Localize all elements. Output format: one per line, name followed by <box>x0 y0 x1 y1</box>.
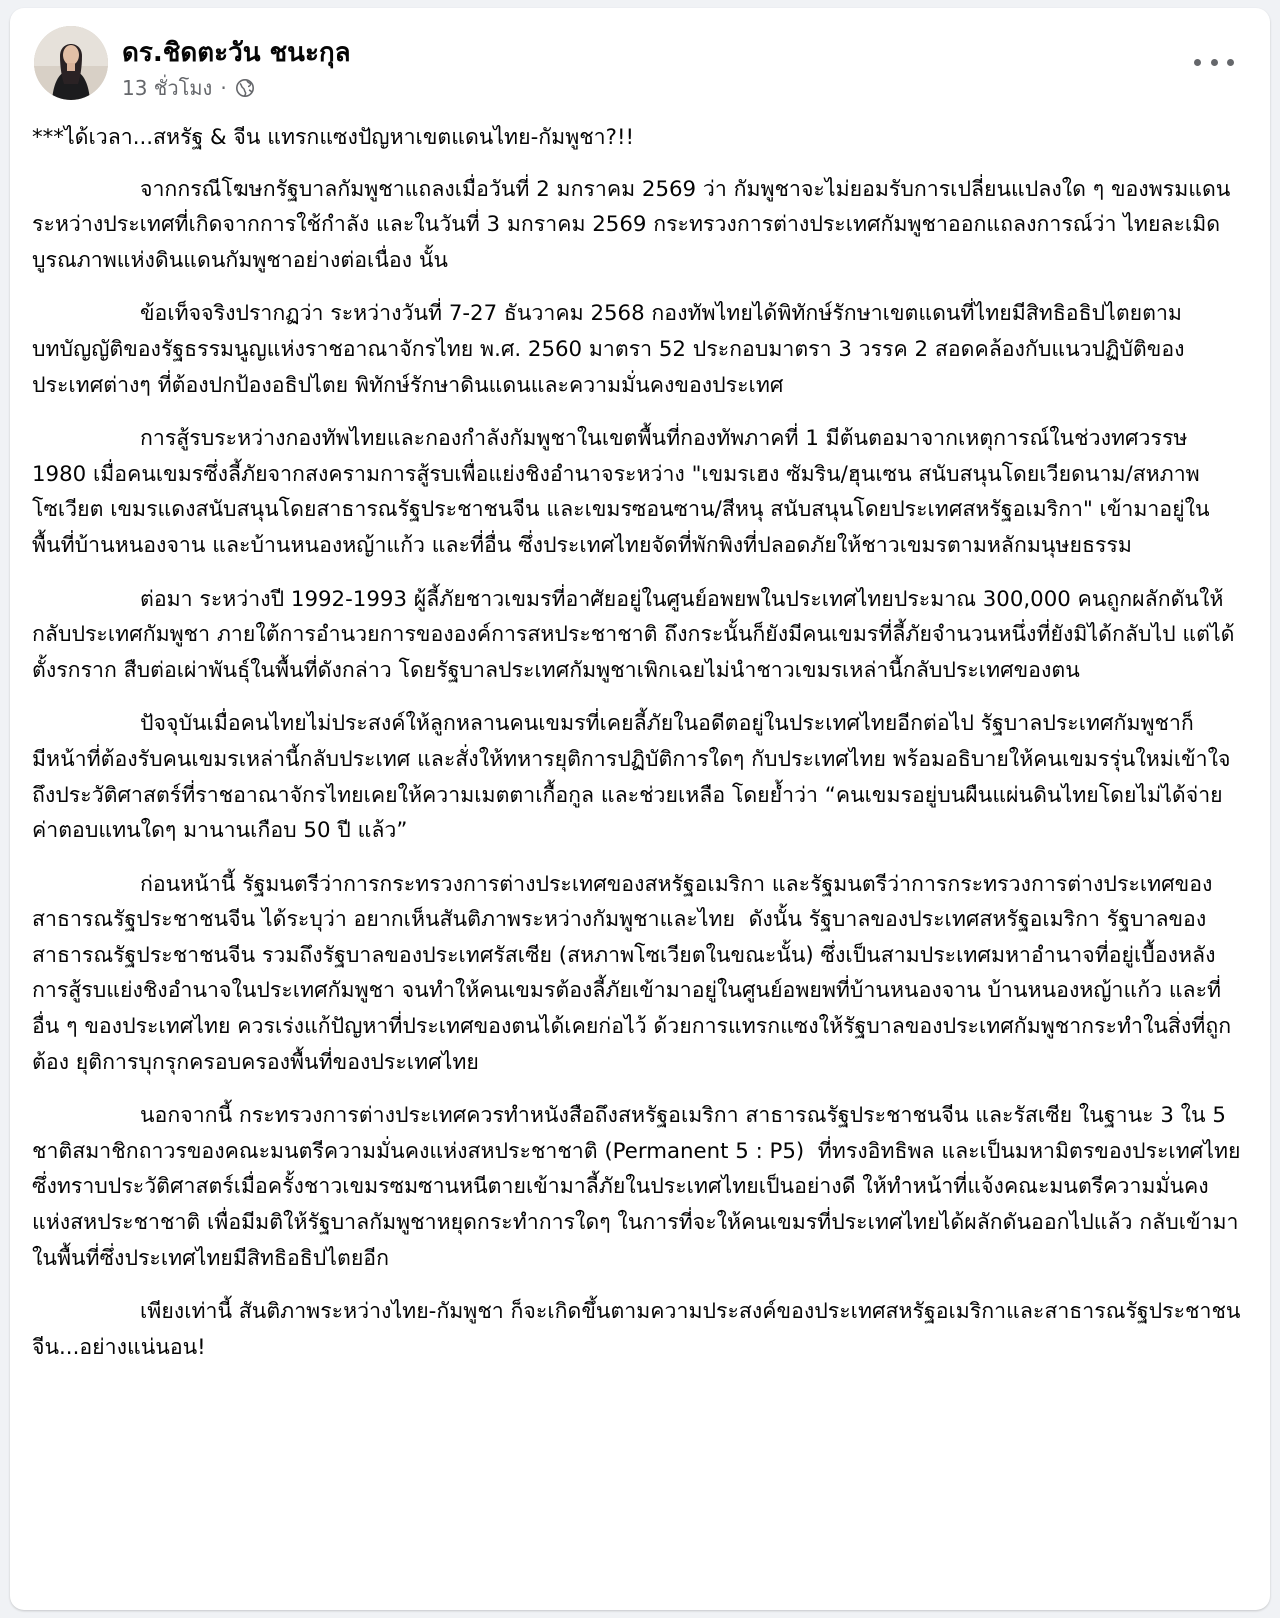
post-paragraph: ต่อมา ระหว่างปี 1992-1993 ผู้ลี้ภัยชาวเขมรที่อาศัยอยู่ในศูนย์อพยพในประเทศไทยประมาณ 300,000 คนถูกผลักดันให้กลับประเทศกัมพูชา ภายใต้การอำนวยการขององค์การสหประชาชาติ ถึงกระนั้นก็ยังมีคนเขมรที่ลี้ภัยจำนวนหนึ่งที่ยังมิได้กลับไป แต่ได้ตั้งรกราก สืบต่อเผ่าพันธุ์ในพื้นที่ดังกล่าว โดยรัฐบาลประเทศกัมพูชาเพิกเฉยไม่นำชาวเขมรเหล่านี้กลับประเทศของตน <box>32 586 1235 683</box>
post-paragraph: ก่อนหน้านี้ รัฐมนตรีว่าการกระทรวงการต่างประเทศของสหรัฐอเมริกา และรัฐมนตรีว่าการกระทรวงการต่างประเทศของสาธารณรัฐประชาชนจีน ได้ระบุว่า อยากเห็นสันติภาพระหว่างกัมพูชาและไทย ดังนั้น รัฐบาลของประเทศสหรัฐอเมริกา รัฐบาลของสาธารณรัฐประชาชนจีน รวมถึงรัฐบาลของประเทศรัสเซีย (สหภาพโซเวียตในขณะนั้น) ซึ่งเป็นสามประเทศมหาอำนาจที่อยู่เบื้องหลังการสู้รบแย่งชิงอำนาจในประเทศกัมพูชา จนทำให้คนเขมรต้องลี้ภัยเข้ามาอยู่ในศูนย์อพยพที่บ้านหนองจาน บ้านหนองหญ้าแก้ว และที่อื่น ๆ ของประเทศไทย ควรเร่งแก้ปัญหาที่ประเทศของตนได้เคยก่อไว้ ด้วยการแทรกแซงให้รัฐบาลของประเทศกัมพูชากระทำในสิ่งที่ถูกต้อง ยุติการบุกรุกครอบครองพื้นที่ของประเทศไทย <box>32 871 1232 1075</box>
avatar[interactable] <box>34 26 108 100</box>
more-dot <box>1211 59 1218 66</box>
post-paragraph: ปัจจุบันเมื่อคนไทยไม่ประสงค์ให้ลูกหลานคนเขมรที่เคยลี้ภัยในอดีตอยู่ในประเทศไทยอีกต่อไป รัฐบาลประเทศกัมพูชาก็มีหน้าที่ต้องรับคนเขมรเหล่านี้กลับประเทศ และสั่งให้ทหารยุติการปฏิบัติการใดๆ กับประเทศไทย พร้อมอธิบายให้คนเขมรรุ่นใหม่เข้าใจถึงประวัติศาสตร์ที่ราชอาณาจักรไทยเคยให้ความเมตตาเกื้อกูล และช่วยเหลือ โดยย้ำว่า “คนเขมรอยู่บนผืนแผ่นดินไทยโดยไม่ได้จ่ายค่าตอบแทนใดๆ มานานเกือบ 50 ปี แล้ว” <box>32 711 1231 844</box>
post-timestamp[interactable]: 13 ชั่วโมง <box>122 76 213 100</box>
post-paragraph: นอกจากนี้ กระทรวงการต่างประเทศควรทำหนังสือถึงสหรัฐอเมริกา สาธารณรัฐประชาชนจีน และรัสเซีย ในฐานะ 3 ใน 5 ชาติสมาชิกถาวรของคณะมนตรีความมั่นคงแห่งสหประชาชาติ (Permanent 5 : P5) ที่ทรงอิทธิพล และเป็นมหามิตรของประเทศไทย ซึ่งทราบประวัติศาสตร์เมื่อครั้งชาวเขมรซมซานหนีตายเข้ามาลี้ภัยในประเทศไทยเป็นอย่างดี ให้ทำหน้าที่แจ้งคณะมนตรีความมั่นคงแห่งสหประชาชาติ เพื่อมีมติให้รัฐบาลกัมพูชาหยุดกระทำการใดๆ ในการที่จะให้คนเขมรที่ประเทศไทยได้ผลักดันออกไปแล้ว กลับเข้ามาในพื้นที่ซึ่งประเทศไทยมีสิทธิอธิปไตยอีก <box>32 1103 1248 1271</box>
post-paragraph: ข้อเท็จจริงปรากฏว่า ระหว่างวันที่ 7-27 ธันวาคม 2568 กองทัพไทยได้พิทักษ์รักษาเขตแดนที่ไทยมีสิทธิอธิปไตยตามบทบัญญัติของรัฐธรรมนูญแห่งราชอาณาจักรไทย พ.ศ. 2560 มาตรา 52 ประกอบมาตรา 3 วรรค 2 สอดคล้องกับแนวปฏิบัติของประเทศต่างๆ ที่ต้องปกป้องอธิปไตย พิทักษ์รักษาดินแดนและความมั่นคงของประเทศ <box>32 301 1185 398</box>
post-headline: ***ได้เวลา...สหรัฐ & จีน แทรกแซงปัญหาเขตแดนไทย-กัมพูชา?!! <box>32 125 635 150</box>
post-header <box>10 8 1270 108</box>
more-options-icon[interactable] <box>1194 50 1234 74</box>
post-paragraph: การสู้รบระหว่างกองทัพไทยและกองกำลังกัมพูชาในเขตพื้นที่กองทัพภาคที่ 1 มีต้นตอมาจากเหตุการณ์ในช่วงทศวรรษ 1980 เมื่อคนเขมรซึ่งลี้ภัยจากสงครามการสู้รบเพื่อแย่งชิงอำนาจระหว่าง "เขมรเฮง ซัมริน/ฮุนเซน สนับสนุนโดยเวียดนาม/สหภาพโซเวียต เขมรแดงสนับสนุนโดยสาธารณรัฐประชาชนจีน และเขมรซอนซาน/สีหนุ สนับสนุนโดยประเทศสหรัฐอเมริกา" เข้ามาอยู่ในพื้นที่บ้านหนองจาน และบ้านหนองหญ้าแก้ว และที่อื่น ซึ่งประเทศไทยจัดที่พักพิงที่ปลอดภัยให้ชาวเขมรตามหลักมนุษยธรรม <box>32 426 1210 558</box>
meta-separator: · <box>220 76 227 100</box>
author-name[interactable]: ดร.ชิดตะวัน ชนะกุล <box>122 38 351 68</box>
globe-icon[interactable] <box>235 78 255 98</box>
post-paragraph: จากกรณีโฆษกรัฐบาลกัมพูชาแถลงเมื่อวันที่ 2 มกราคม 2569 ว่า กัมพูชาจะไม่ยอมรับการเปลี่ยนแปลงใด ๆ ของพรมแดนระหว่างประเทศที่เกิดจากการใช้กำลัง และในวันที่ 3 มกราคม 2569 กระทรวงการต่างประเทศกัมพูชาออกแถลงการณ์ว่า ไทยละเมิดบูรณภาพแห่งดินแดนกัมพูชาอย่างต่อเนื่อง นั้น <box>32 176 1231 273</box>
more-dot <box>1194 59 1201 66</box>
post-card <box>10 8 1270 1610</box>
avatar-photo <box>34 26 108 100</box>
post-meta <box>122 72 255 104</box>
more-dot <box>1227 59 1234 66</box>
post-paragraph: เพียงเท่านี้ สันติภาพระหว่างไทย-กัมพูชา ก็จะเกิดขึ้นตามความประสงค์ของประเทศสหรัฐอเมริกาและสาธารณรัฐประชาชนจีน...อย่างแน่นอน! <box>32 1299 1241 1360</box>
post-body <box>32 120 1248 1383</box>
